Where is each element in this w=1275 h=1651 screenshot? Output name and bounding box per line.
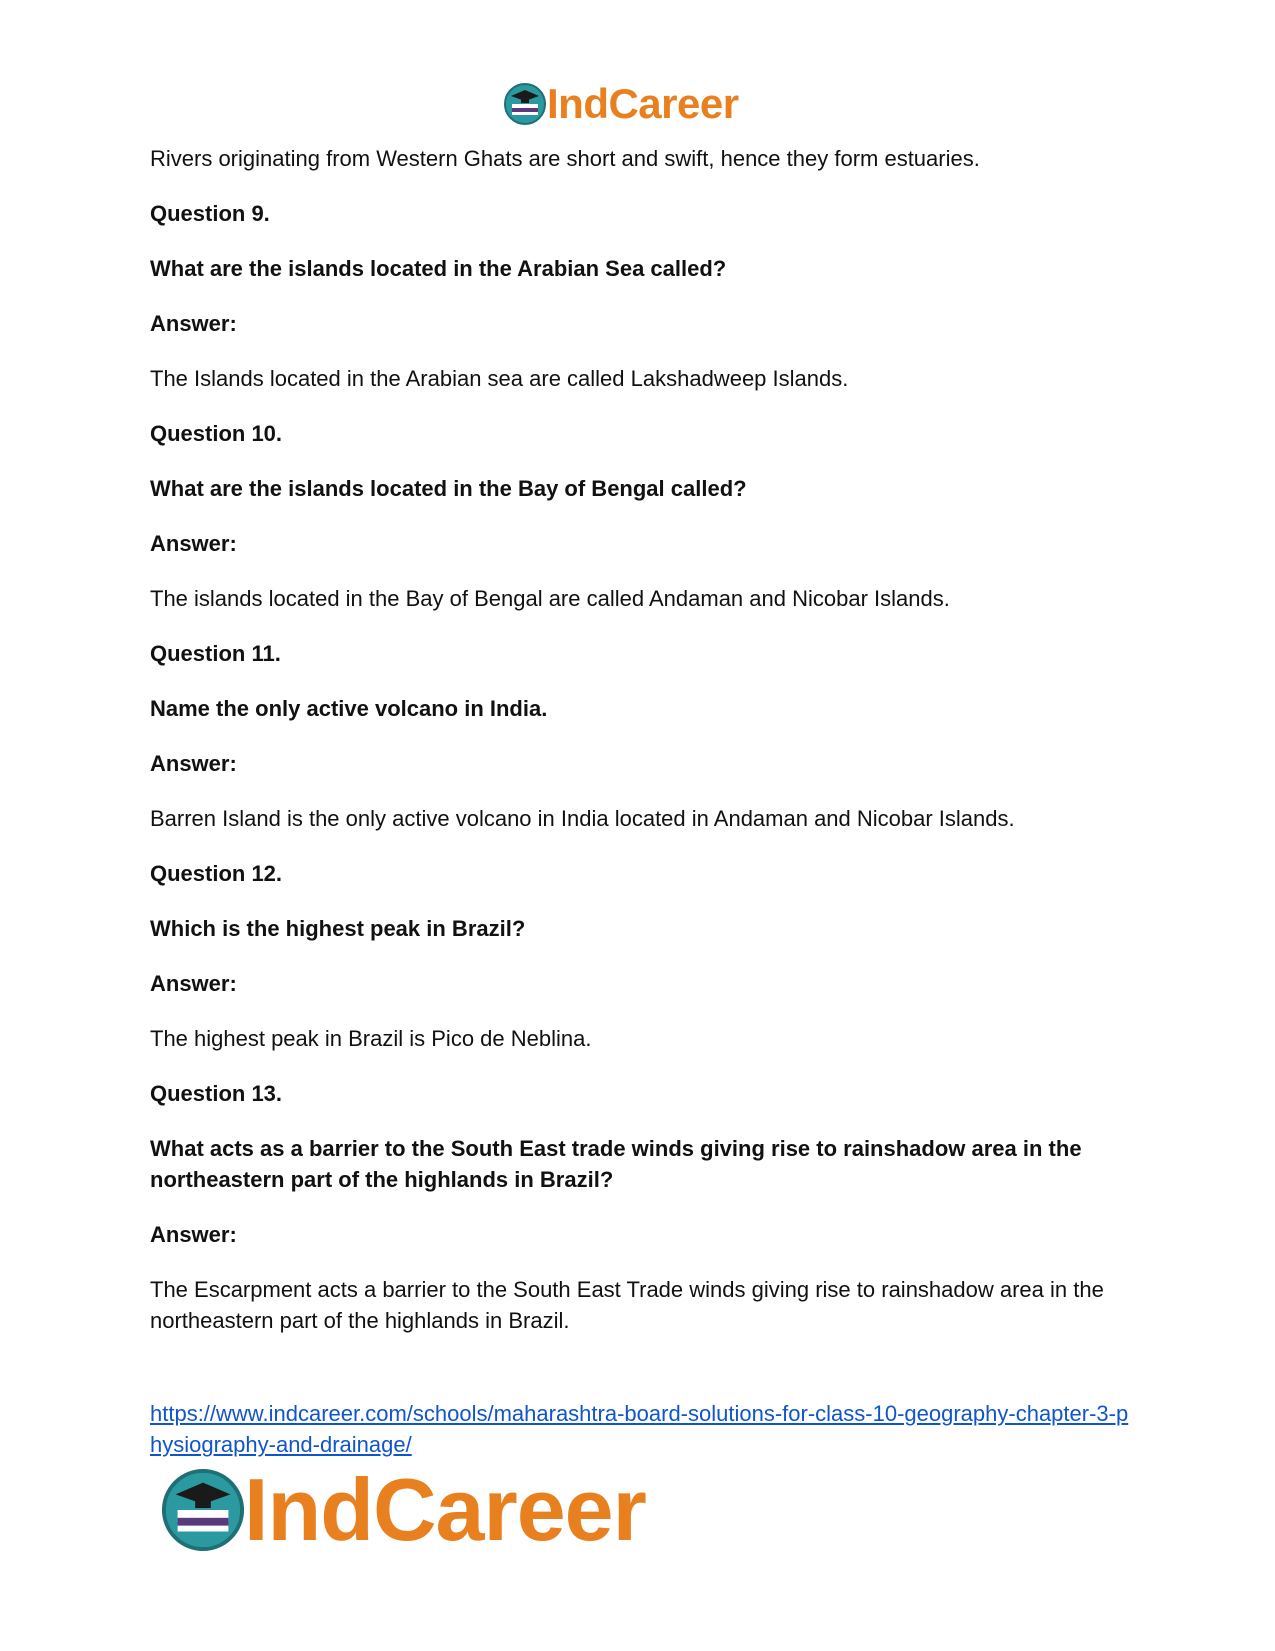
document-body xyxy=(150,143,1120,1360)
answer-text: The Islands located in the Arabian sea are called Lakshadweep Islands. xyxy=(150,366,849,391)
question-label: Question 13. xyxy=(150,1081,283,1106)
answer-label: Answer: xyxy=(150,311,237,336)
answer-text: Barren Island is the only active volcano in India located in Andaman and Nicobar Islands. xyxy=(150,806,1015,831)
question-text: Which is the highest peak in Brazil? xyxy=(150,916,526,941)
question-label: Question 10. xyxy=(150,421,283,446)
question-label: Question 12. xyxy=(150,861,283,886)
answer-text: The highest peak in Brazil is Pico de Neblina. xyxy=(150,1026,592,1051)
globe-book-icon xyxy=(160,1467,246,1553)
answer-label: Answer: xyxy=(150,531,237,556)
question-text: Name the only active volcano in India. xyxy=(150,696,548,721)
footer-logo xyxy=(160,1460,646,1559)
answer-label: Answer: xyxy=(150,751,237,776)
header-logo xyxy=(503,80,739,128)
question-text: What are the islands located in the Bay of Bengal called? xyxy=(150,476,747,501)
question-text: What acts as a barrier to the South East trade winds giving rise to rainshadow area in the northeastern part of the highlands in Brazil? xyxy=(150,1136,1082,1192)
globe-book-icon xyxy=(503,82,547,126)
answer-label: Answer: xyxy=(150,1222,237,1247)
answer-text: The Escarpment acts a barrier to the South East Trade winds giving rise to rainshadow area in the northeastern part of the highlands in Brazil. xyxy=(150,1277,1104,1333)
logo-wordmark: IndCareer xyxy=(547,80,739,127)
answer-text: The islands located in the Bay of Bengal are called Andaman and Nicobar Islands. xyxy=(150,586,950,611)
source-link[interactable]: https://www.indcareer.com/schools/maharashtra-board-solutions-for-class-10-geography-chapter-3-physiography-and-drainage/ xyxy=(150,1401,1129,1457)
intro-text: Rivers originating from Western Ghats are short and swift, hence they form estuaries. xyxy=(150,146,980,171)
question-text: What are the islands located in the Arabian Sea called? xyxy=(150,256,727,281)
logo-wordmark: IndCareer xyxy=(244,1460,646,1559)
question-label: Question 9. xyxy=(150,201,270,226)
question-label: Question 11. xyxy=(150,641,281,666)
answer-label: Answer: xyxy=(150,971,237,996)
